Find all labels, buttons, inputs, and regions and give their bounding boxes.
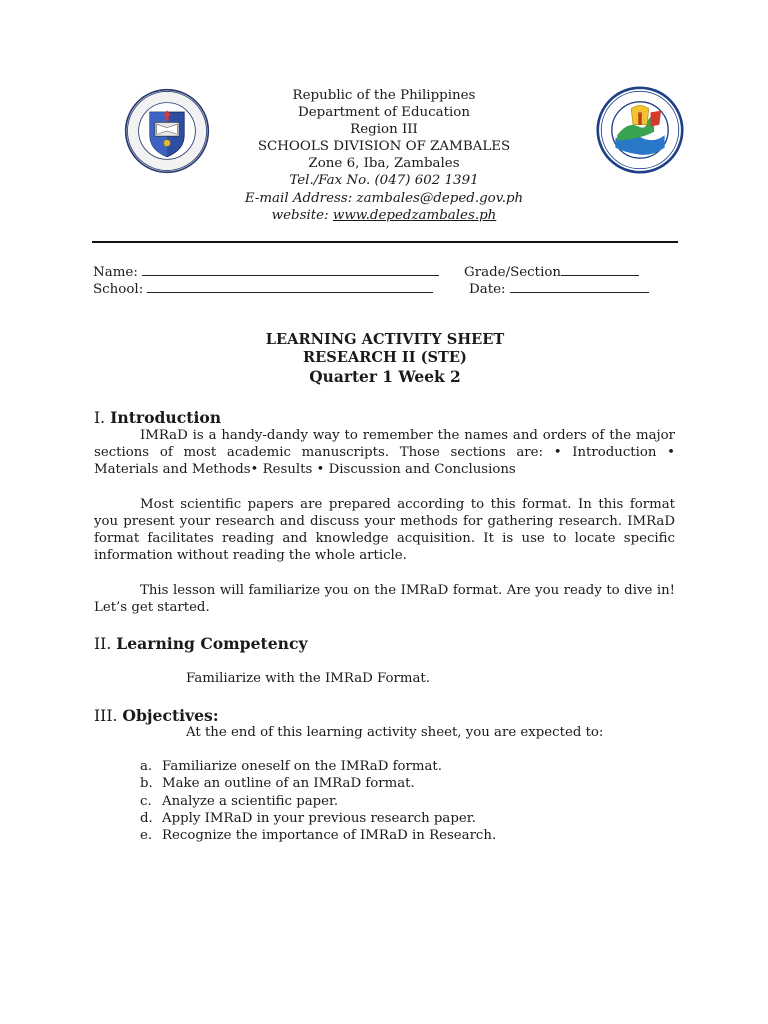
website-link[interactable]: www.depedzambales.ph: [332, 207, 497, 223]
email-line: E-mail Address: zambales@deped.gov.ph: [244, 190, 524, 206]
name-blank[interactable]: [142, 262, 439, 276]
deped-seal-icon: [124, 88, 210, 174]
objective-item: [140, 758, 496, 775]
header-divider: [92, 241, 678, 243]
objective-text: Recognize the importance of IMRaD in Research.: [162, 828, 497, 844]
division-seal-icon: [596, 86, 684, 174]
objectives-intro: At the end of this learning activity sheet, you are expected to:: [186, 725, 604, 740]
sheet-title: LEARNING ACTIVITY SHEET: [265, 331, 505, 348]
introduction-heading-number: I.: [94, 409, 111, 427]
republic-line: Republic of the Philippines: [292, 88, 476, 103]
objective-marker: b.: [140, 776, 153, 792]
objective-marker: e.: [140, 828, 153, 844]
school-field-row: [93, 279, 433, 298]
school-label: School:: [93, 282, 144, 297]
objective-text: Familiarize oneself on the IMRaD format.: [162, 759, 442, 774]
competency-heading-text: Learning Competency: [116, 634, 308, 653]
introduction-heading-text: Introduction: [110, 408, 222, 427]
school-blank[interactable]: [147, 279, 433, 293]
introduction-paragraph-3: This lesson will familiarize you on the IMRaD format. Are you ready to dive in! Let’s get started.: [94, 583, 675, 616]
competency-text: Familiarize with the IMRaD Format.: [186, 671, 430, 686]
date-field-row: [469, 279, 649, 298]
address-line: Zone 6, Iba, Zambales: [308, 156, 460, 172]
department-line: Department of Education: [298, 105, 470, 121]
grade-section-label: Grade/Section: [464, 265, 562, 280]
sheet-title-block: [92, 331, 678, 387]
objectives-heading-number: III.: [94, 707, 123, 725]
name-label: Name:: [93, 265, 138, 280]
objective-text: Make an outline of an IMRaD format.: [162, 776, 415, 792]
letterhead: [200, 87, 568, 224]
objectives-heading-text: Objectives:: [122, 706, 219, 725]
objective-text: Apply IMRaD in your previous research paper.: [162, 810, 476, 826]
objective-item: [140, 827, 496, 844]
objective-marker: c.: [140, 793, 152, 809]
date-label: Date:: [469, 282, 506, 297]
objective-marker: a.: [140, 759, 153, 774]
objectives-heading: [94, 706, 219, 726]
website-label: website:: [271, 207, 333, 223]
date-blank[interactable]: [510, 279, 649, 293]
objective-item: [140, 775, 496, 792]
introduction-heading: [94, 408, 221, 428]
grade-section-blank[interactable]: [561, 262, 639, 276]
objective-marker: d.: [140, 810, 153, 826]
website-line: [200, 207, 568, 224]
competency-heading-number: II.: [94, 635, 117, 653]
objective-text: Analyze a scientific paper.: [162, 793, 339, 809]
objectives-list: [140, 758, 496, 844]
division-line: SCHOOLS DIVISION OF ZAMBALES: [257, 139, 511, 155]
region-line: Region III: [350, 122, 418, 138]
subject-title: RESEARCH II (STE): [303, 349, 467, 366]
quarter-title: Quarter 1 Week 2: [309, 368, 461, 386]
objective-item: [140, 793, 496, 810]
introduction-paragraph-1: IMRaD is a handy-dandy way to remember the names and orders of the major sections of most academic manuscripts. Those sections are: • Introduction • Materials and Methods• Results • Discussion and Conclusions: [94, 428, 675, 478]
telfax-line: Tel./Fax No. (047) 602 1391: [289, 173, 479, 189]
objective-item: [140, 810, 496, 827]
introduction-paragraph-2: Most scientific papers are prepared according to this format. In this format you present your research and discuss your methods for gathering research. IMRaD format facilitates reading and knowledge acquisition. It is use to locate specific information without reading the whole article.: [94, 497, 675, 564]
competency-heading: [94, 634, 308, 654]
